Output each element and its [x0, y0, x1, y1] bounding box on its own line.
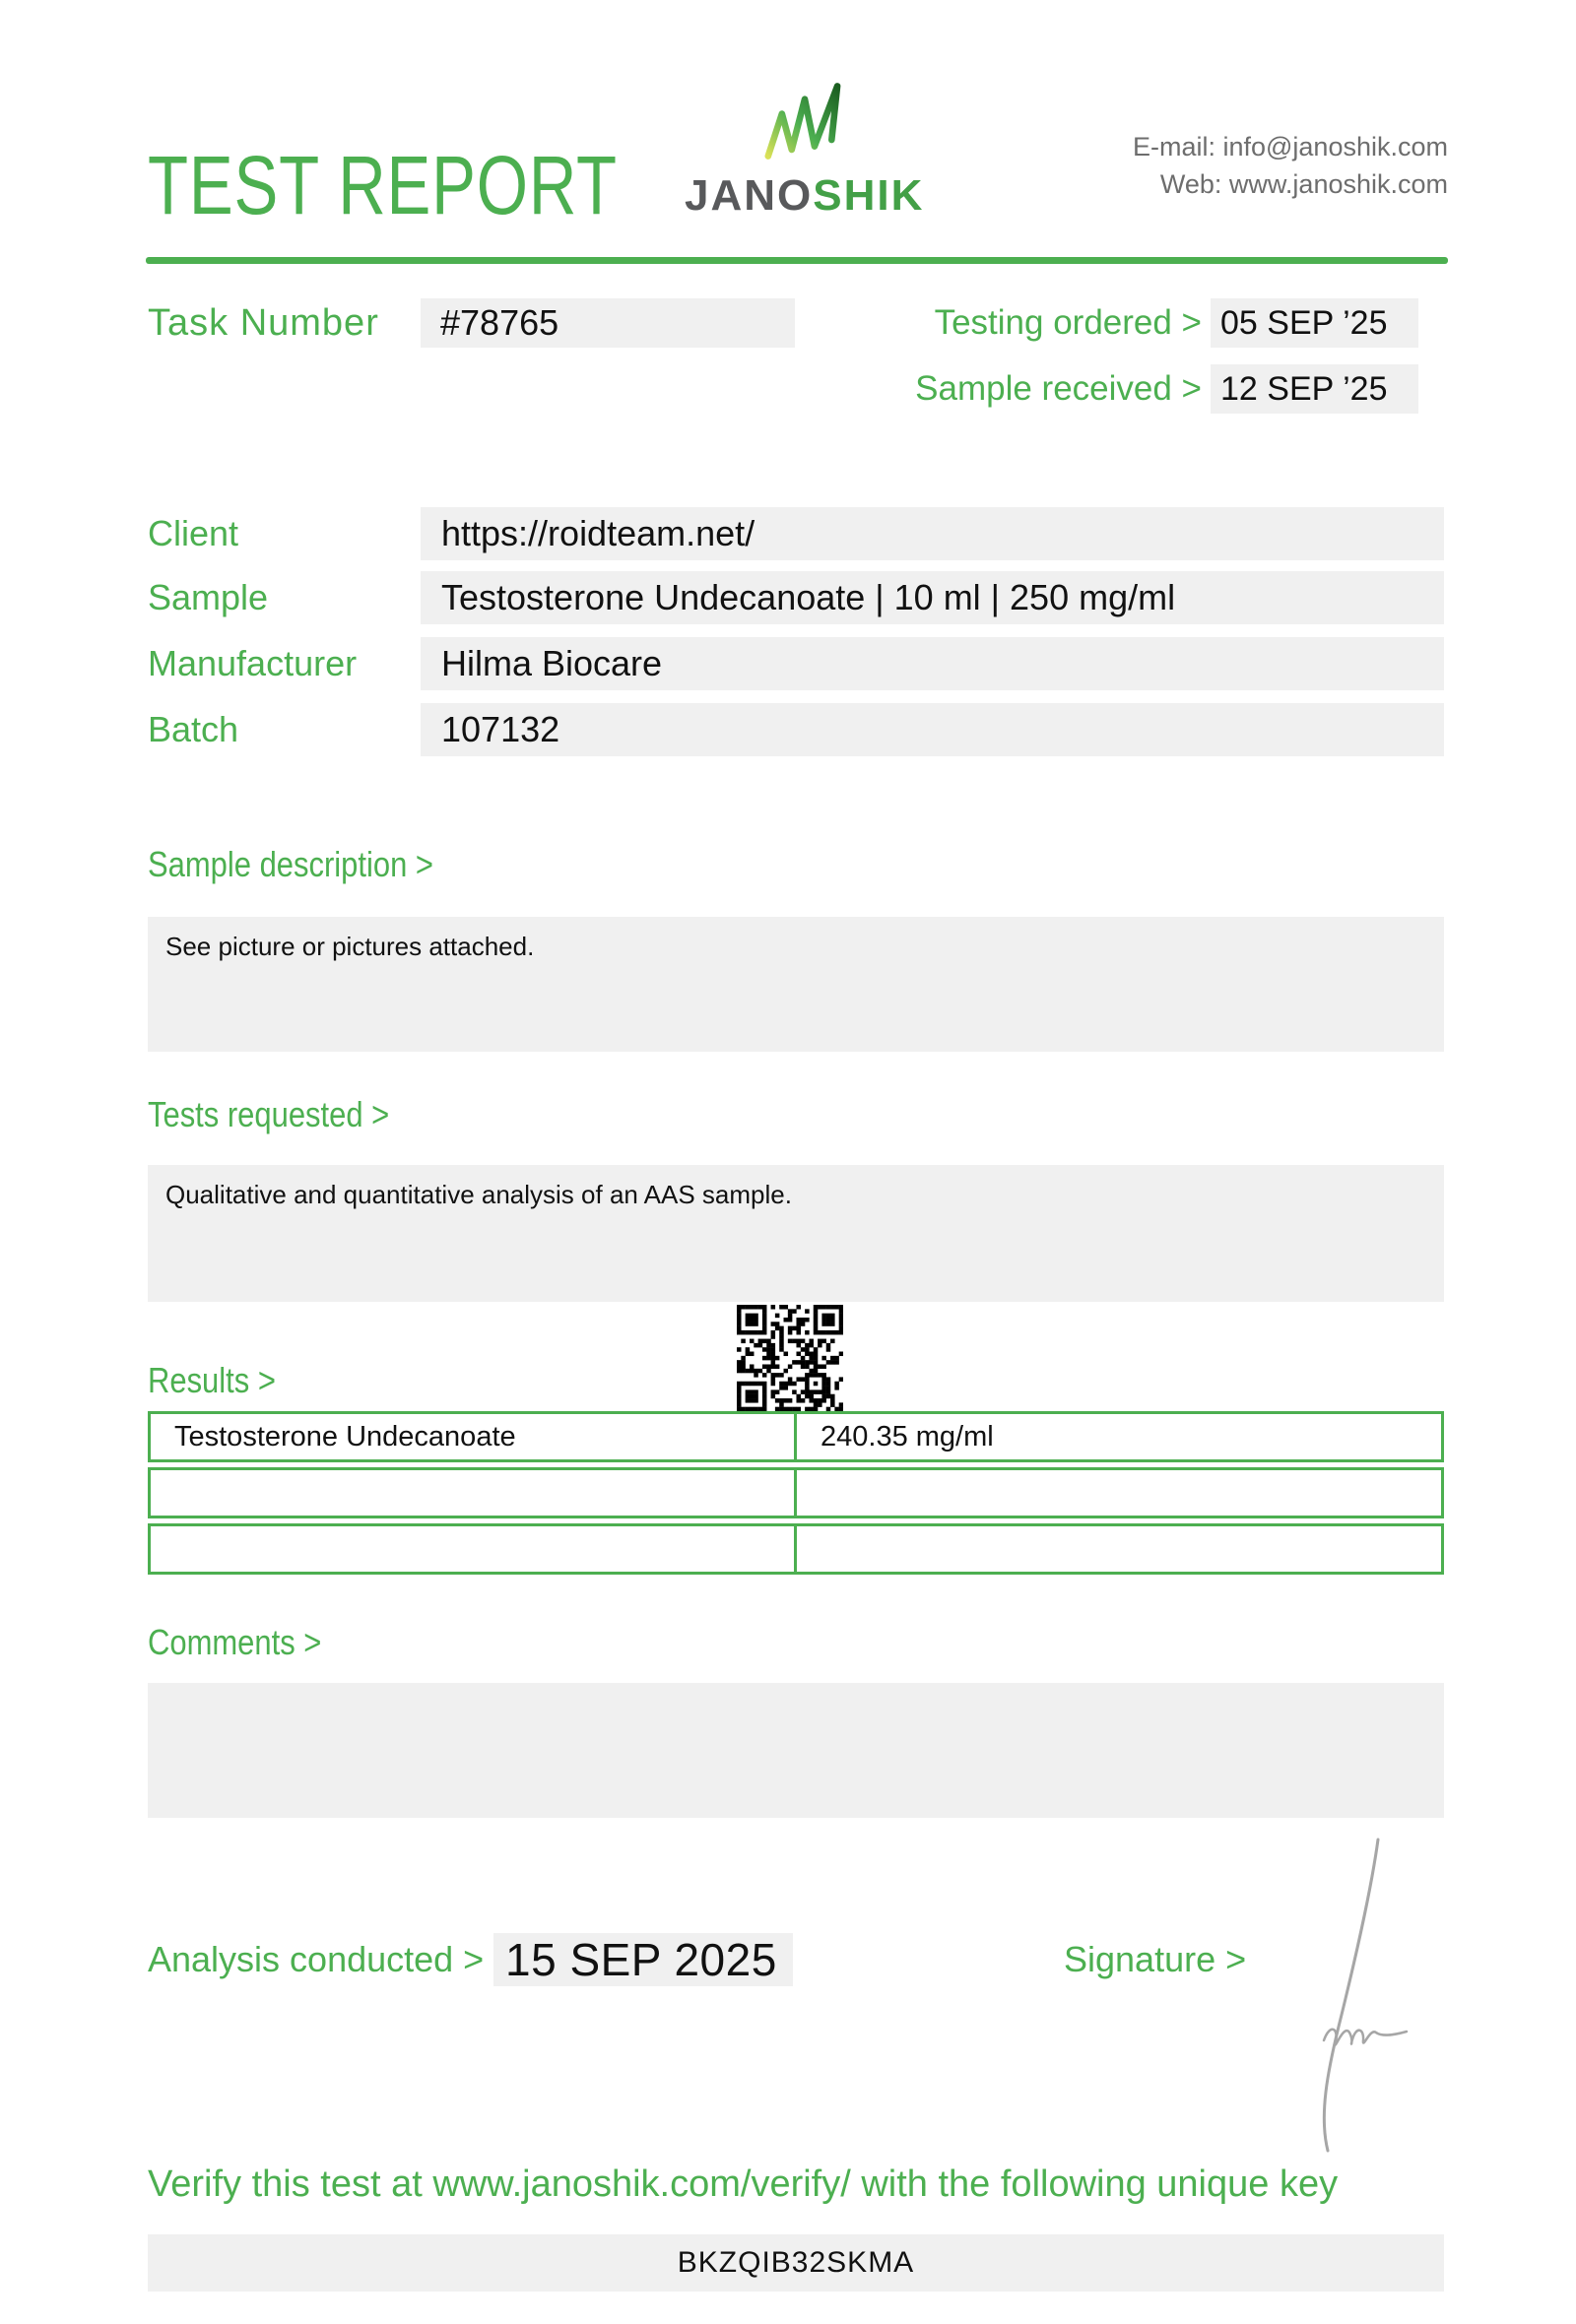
task-number-label: Task Number: [148, 302, 379, 344]
logo-text-shik: SHIK: [813, 171, 925, 220]
result-value: [797, 1526, 1441, 1572]
verify-instructions: Verify this test at www.janoshik.com/verify/ with the following unique key: [148, 2163, 1339, 2205]
comments-body: [148, 1683, 1444, 1818]
logo-wordmark: [685, 171, 924, 221]
result-analyte: [151, 1526, 797, 1572]
contact-web: Web: www.janoshik.com: [1159, 169, 1448, 199]
result-row: [148, 1411, 1444, 1462]
testing-ordered-label: Testing ordered >: [934, 303, 1202, 342]
result-row: [148, 1523, 1444, 1575]
signature-label: Signature >: [1064, 1939, 1247, 1979]
client-value: https://roidteam.net/: [421, 507, 1444, 560]
contact-block: [1133, 128, 1448, 203]
growth-chart-icon: [762, 81, 847, 161]
qr-code: [737, 1305, 843, 1411]
sample-received-label: Sample received >: [915, 369, 1202, 408]
sample-value: Testosterone Undecanoate | 10 ml | 250 mg/ml: [421, 571, 1444, 624]
sample-received-value: 12 SEP ’25: [1211, 364, 1418, 414]
batch-value: 107132: [421, 703, 1444, 756]
signature-scribble: [1276, 1834, 1423, 2159]
verify-key: BKZQIB32SKMA: [148, 2234, 1444, 2292]
sample-label: Sample: [148, 577, 269, 617]
analysis-conducted-label: Analysis conducted >: [148, 1939, 485, 1979]
testing-ordered-value: 05 SEP ’25: [1211, 298, 1418, 348]
page-title: TEST REPORT: [148, 139, 618, 231]
task-number-value: #78765: [421, 298, 795, 348]
signature: [1276, 1834, 1423, 2163]
tests-requested-heading: Tests requested >: [148, 1094, 390, 1134]
sample-description-heading: Sample description >: [148, 844, 433, 884]
result-row: [148, 1467, 1444, 1518]
manufacturer-value: Hilma Biocare: [421, 637, 1444, 690]
result-analyte: [151, 1470, 797, 1516]
result-value: [797, 1470, 1441, 1516]
analysis-conducted-date: 15 SEP 2025: [493, 1933, 793, 1986]
header-divider: [146, 257, 1448, 264]
manufacturer-label: Manufacturer: [148, 643, 358, 683]
result-value: 240.35 mg/ml: [821, 1421, 994, 1452]
comments-heading: Comments >: [148, 1622, 322, 1662]
batch-label: Batch: [148, 709, 239, 749]
client-label: Client: [148, 513, 239, 553]
logo-text-jano: JANO: [685, 171, 814, 220]
result-analyte: Testosterone Undecanoate: [151, 1414, 797, 1459]
results-heading: Results >: [148, 1360, 276, 1400]
tests-requested-body: Qualitative and quantitative analysis of an AAS sample.: [148, 1165, 1444, 1302]
sample-description-body: See picture or pictures attached.: [148, 917, 1444, 1052]
janoshik-logo: [762, 81, 847, 166]
contact-email: E-mail: info@janoshik.com: [1132, 132, 1448, 161]
